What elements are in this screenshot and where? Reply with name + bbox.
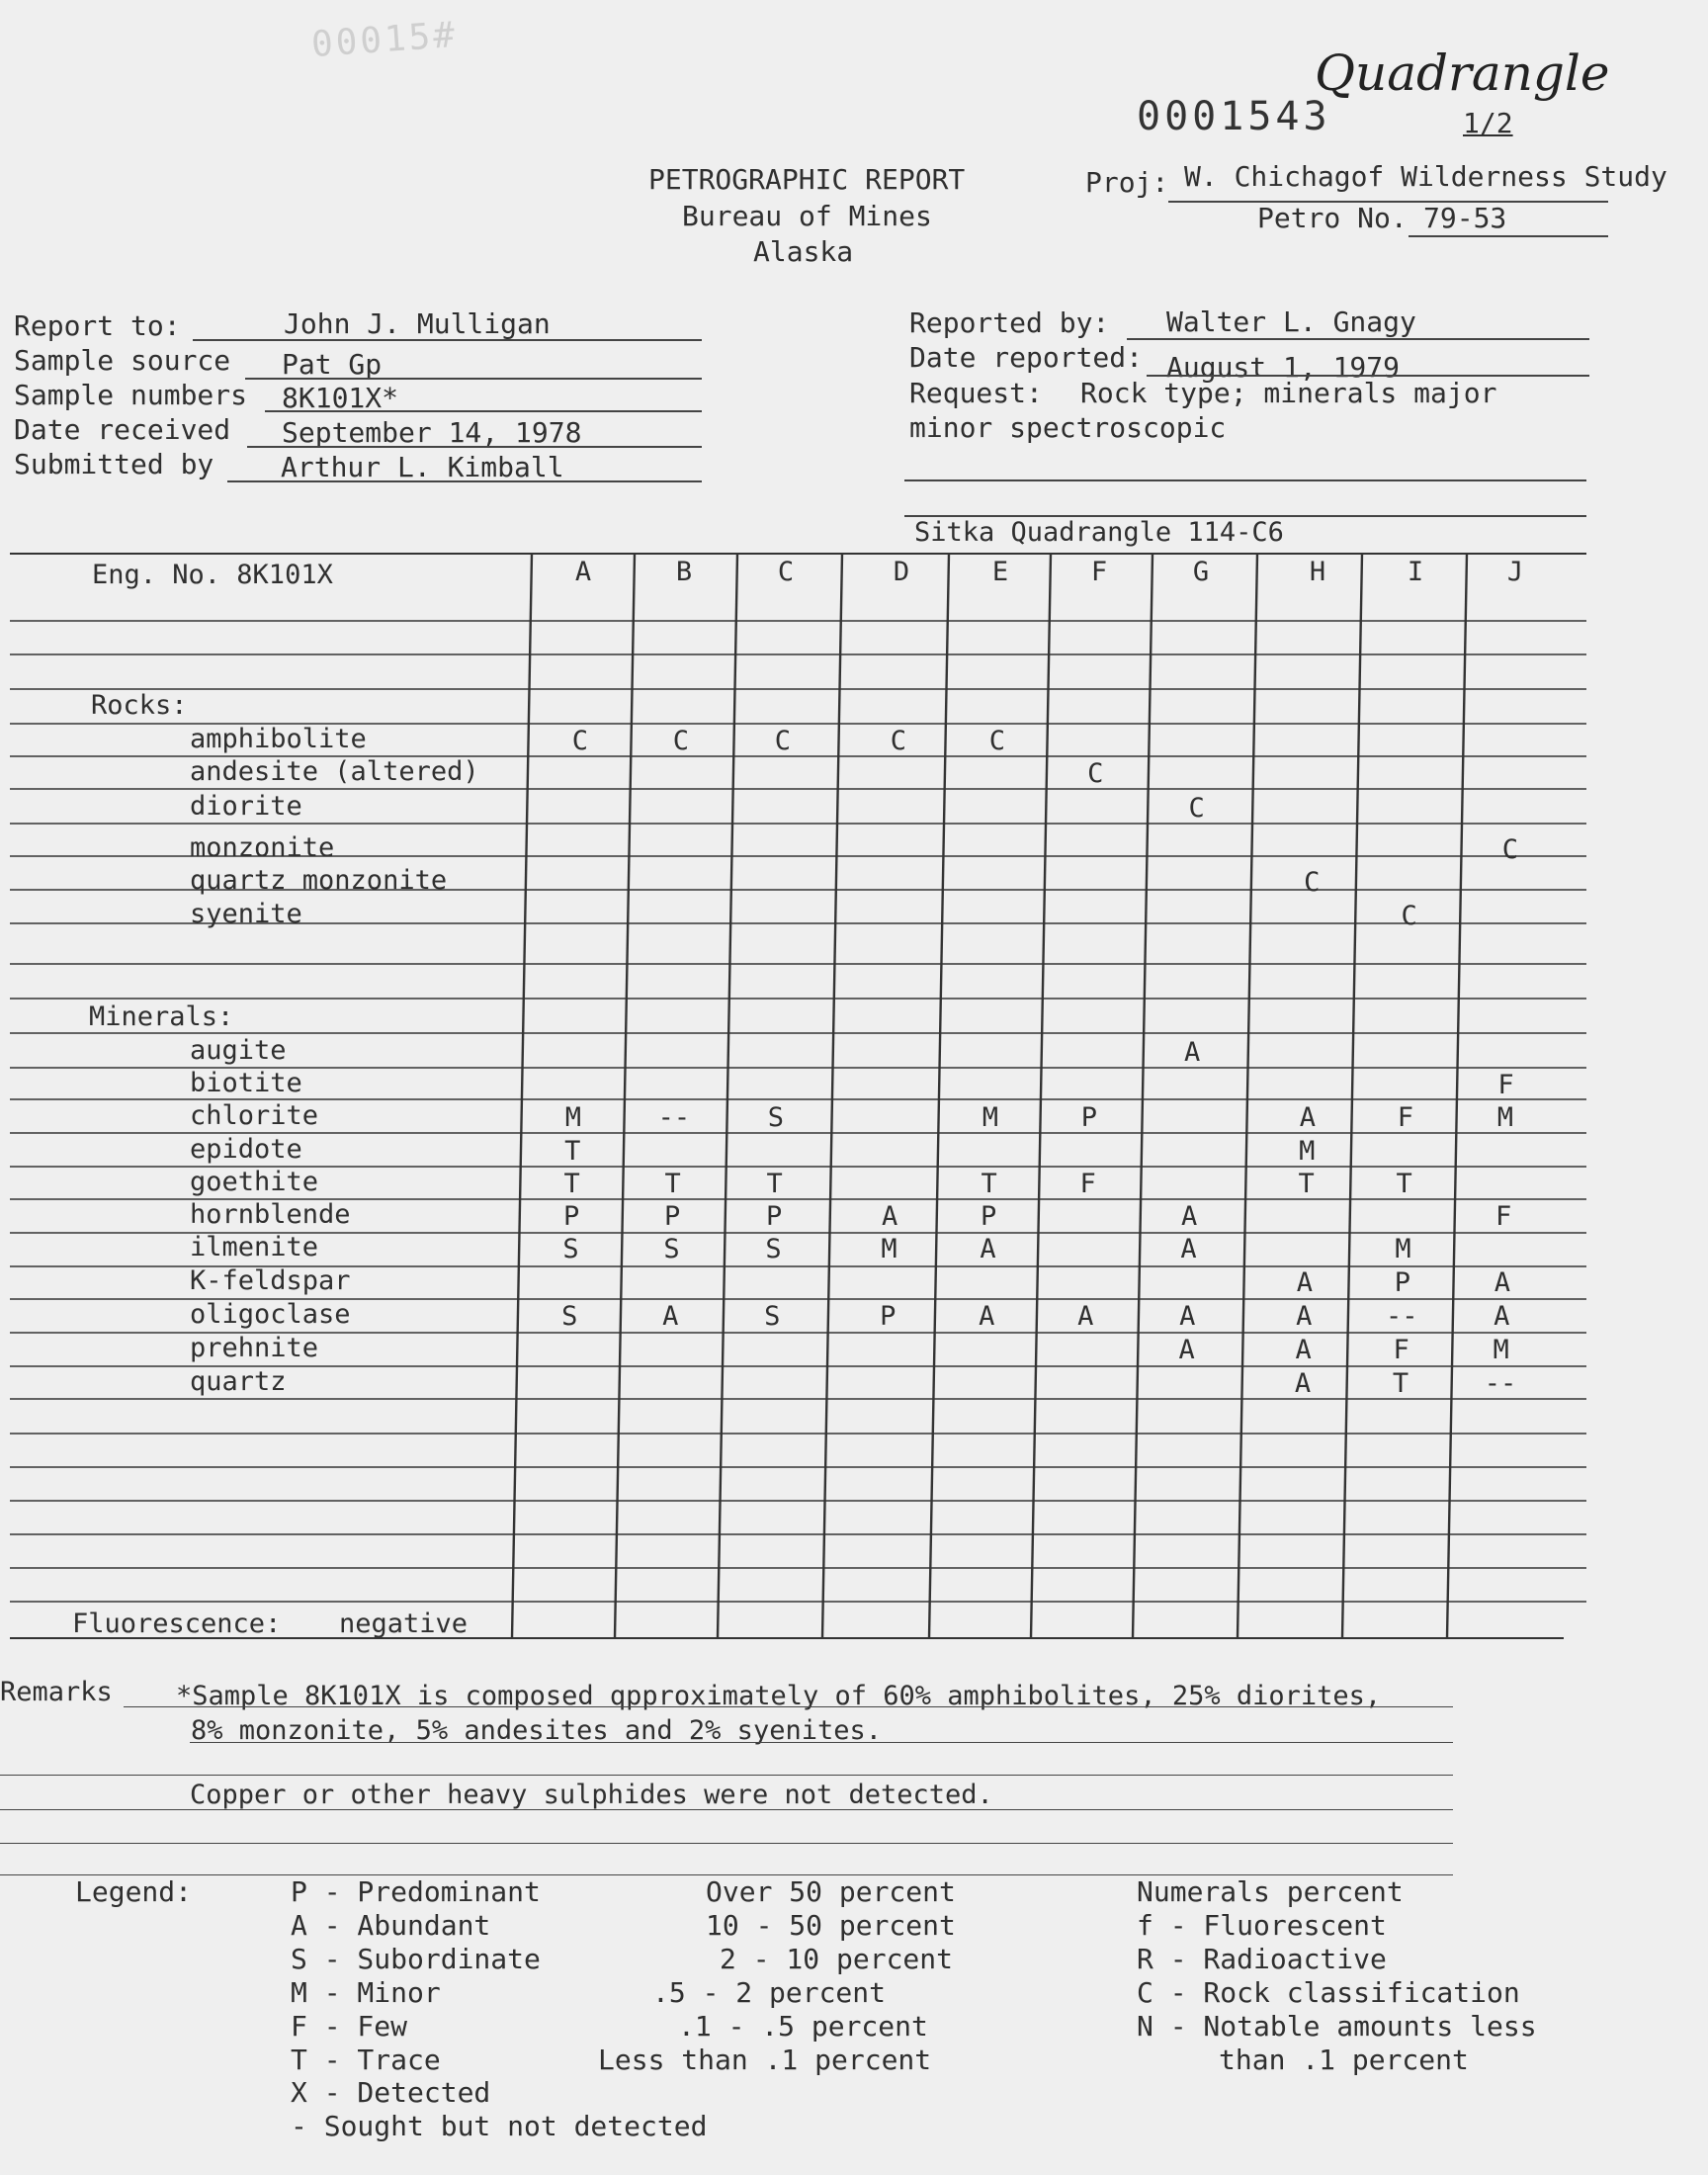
legend-code: - Sought but not detected: [291, 2110, 708, 2142]
reported-by-label: Reported by:: [909, 306, 1110, 339]
mineral-row-name: biotite: [190, 1068, 302, 1098]
mineral-row-name: K-feldspar: [190, 1265, 351, 1296]
mineral-row-value-e: A: [980, 1234, 996, 1264]
mineral-row-value-f: P: [1080, 1102, 1098, 1133]
submitted-by-value: Arthur L. Kimball: [281, 451, 564, 483]
rock-row-name: amphibolite: [190, 724, 367, 754]
mineral-row-value-c: S: [767, 1102, 785, 1133]
mineral-row-value-h: T: [1298, 1169, 1315, 1199]
rock-row-value-j: C: [1501, 834, 1518, 865]
legend-extra: C - Rock classification: [1137, 1976, 1520, 2009]
mineral-row-value-h: M: [1299, 1136, 1316, 1167]
minerals-heading: Minerals:: [89, 1001, 234, 1032]
sample-numbers-value: 8K101X*: [282, 382, 399, 414]
mineral-row-value-g: A: [1183, 1037, 1201, 1068]
legend-range: 10 - 50 percent: [706, 1909, 956, 1942]
mineral-row-name: augite: [190, 1035, 287, 1066]
mineral-row-value-c: T: [766, 1169, 783, 1199]
mineral-row-value-b: A: [662, 1301, 679, 1332]
mineral-row-value-j: M: [1493, 1335, 1509, 1365]
quadrangle-label: Sitka Quadrangle 114-C6: [914, 517, 1284, 548]
mineral-row-value-h: A: [1294, 1368, 1312, 1399]
rock-row-value-b: C: [672, 726, 689, 756]
report-region: Alaska: [753, 235, 854, 268]
mineral-row-value-j: A: [1494, 1267, 1510, 1298]
remarks-line-2: 8% monzonite, 5% andesites and 2% syenites.: [191, 1715, 882, 1746]
mineral-row-value-b: --: [657, 1102, 691, 1133]
ghost-stamp: 00015#: [309, 14, 460, 66]
column-header-b: B: [675, 557, 693, 587]
mineral-row-value-i: P: [1394, 1267, 1410, 1298]
legend-range: Less than .1 percent: [598, 2044, 932, 2076]
fluorescence-value: negative: [339, 1609, 469, 1639]
submitted-by-label: Submitted by: [14, 448, 214, 480]
column-divider: [1031, 554, 1051, 1638]
mineral-row-name: hornblende: [190, 1199, 351, 1230]
mineral-row-value-i: --: [1385, 1301, 1418, 1332]
mineral-row-value-b: P: [663, 1201, 681, 1232]
legend-range: .1 - .5 percent: [678, 2010, 928, 2043]
mineral-row-value-e: P: [980, 1201, 997, 1232]
report-title: PETROGRAPHIC REPORT: [648, 163, 966, 196]
mineral-row-value-c: P: [765, 1201, 783, 1232]
legend-extra: R - Radioactive: [1137, 1943, 1387, 1975]
mineral-row-value-g: A: [1179, 1301, 1196, 1332]
column-header-h: H: [1309, 557, 1326, 587]
mineral-row-value-e: M: [982, 1102, 999, 1133]
mineral-row-value-d: M: [881, 1234, 897, 1264]
mineral-row-value-c: S: [764, 1301, 781, 1332]
mineral-row-value-e: T: [981, 1169, 997, 1199]
mineral-row-value-b: T: [664, 1169, 681, 1199]
legend-code: P - Predominant: [291, 1875, 541, 1908]
proj-label: Proj:: [1085, 166, 1169, 199]
mineral-row-name: prehnite: [190, 1333, 319, 1363]
mineral-row-value-g: A: [1180, 1234, 1197, 1264]
mineral-row-name: quartz: [190, 1366, 287, 1397]
page-indicator: 1/2: [1463, 107, 1513, 139]
column-divider: [512, 554, 532, 1638]
mineral-row-value-a: P: [562, 1201, 580, 1232]
remarks-line-3: Copper or other heavy sulphides were not detected.: [190, 1780, 993, 1810]
mineral-row-value-a: T: [563, 1169, 580, 1199]
legend-code: M - Minor: [291, 1976, 441, 2009]
legend-extra: than .1 percent: [1219, 2044, 1469, 2076]
legend-extra: Numerals percent: [1137, 1875, 1404, 1908]
mineral-row-value-d: P: [880, 1301, 897, 1332]
column-divider: [1342, 554, 1362, 1638]
rock-row-name: monzonite: [190, 832, 335, 863]
column-divider: [1133, 554, 1153, 1638]
mineral-row-value-f: A: [1077, 1301, 1094, 1332]
report-to-value: John J. Mulligan: [284, 307, 551, 340]
mineral-row-value-j: A: [1494, 1301, 1510, 1332]
legend-range: .5 - 2 percent: [652, 1976, 887, 2009]
legend-range: 2 - 10 percent: [720, 1943, 954, 1975]
eng-number: Eng. No. 8K101X: [92, 560, 333, 590]
rock-row-value-g: C: [1188, 793, 1205, 824]
column-header-i: I: [1407, 557, 1424, 587]
fluorescence-label: Fluorescence:: [72, 1609, 282, 1639]
legend-extra: f - Fluorescent: [1137, 1909, 1387, 1942]
mineral-row-value-h: A: [1296, 1301, 1313, 1332]
report-to-label: Report to:: [14, 309, 181, 342]
rock-row-value-e: C: [988, 726, 1005, 756]
document-number: 0001543: [1137, 94, 1331, 139]
rock-row-name: syenite: [190, 899, 302, 929]
mineral-row-value-g: A: [1178, 1335, 1195, 1365]
remarks-rule: [0, 1843, 1453, 1844]
date-received-label: Date received: [14, 413, 231, 446]
proj-value: W. Chichagof Wilderness Study: [1184, 160, 1667, 193]
sample-source-value: Pat Gp: [282, 348, 383, 381]
mineral-row-value-i: T: [1392, 1368, 1409, 1399]
request-value-line1: Rock type; minerals major: [1080, 377, 1497, 409]
column-divider: [929, 554, 949, 1638]
remarks-rule: [0, 1809, 1453, 1810]
mineral-row-value-c: S: [765, 1234, 782, 1264]
mineral-row-name: chlorite: [190, 1100, 319, 1131]
column-divider: [1447, 554, 1467, 1638]
rock-row-value-d: C: [890, 726, 906, 756]
mineral-row-value-a: S: [561, 1301, 578, 1332]
mineral-row-value-j: F: [1497, 1070, 1514, 1100]
legend-code: X - Detected: [291, 2076, 491, 2109]
handwritten-note: Quadrangle: [1315, 44, 1610, 102]
reported-by-value: Walter L. Gnagy: [1166, 305, 1416, 338]
mineral-row-value-h: A: [1299, 1102, 1317, 1133]
report-agency: Bureau of Mines: [682, 200, 932, 232]
date-received-value: September 14, 1978: [282, 416, 582, 449]
legend-code: T - Trace: [291, 2044, 441, 2076]
mineral-row-value-i: T: [1396, 1169, 1412, 1199]
remarks-rule: [124, 1706, 1453, 1707]
mineral-row-name: goethite: [190, 1167, 319, 1197]
remarks-rule: [190, 1742, 1453, 1743]
mineral-row-value-b: S: [663, 1234, 680, 1264]
rock-row-value-h: C: [1304, 867, 1321, 898]
rock-row-value-i: C: [1401, 901, 1417, 931]
date-reported-label: Date reported:: [909, 341, 1144, 374]
petro-value: 79-53: [1423, 202, 1507, 234]
legend-range: Over 50 percent: [706, 1875, 956, 1908]
rock-row-value-f: C: [1087, 758, 1104, 789]
column-header-j: J: [1506, 557, 1524, 587]
legend-label: Legend:: [75, 1875, 193, 1908]
legend-code: S - Subordinate: [291, 1943, 541, 1975]
remarks-rule: [0, 1775, 1453, 1776]
legend-code: A - Abundant: [291, 1909, 491, 1942]
column-header-a: A: [574, 557, 592, 587]
legend-extra: N - Notable amounts less: [1137, 2010, 1537, 2043]
column-divider: [822, 554, 842, 1638]
mineral-row-value-i: F: [1397, 1102, 1414, 1133]
request-label: Request:: [909, 377, 1043, 409]
mineral-row-value-i: F: [1393, 1335, 1409, 1365]
rock-row-name: quartz monzonite: [190, 865, 448, 896]
remarks-label: Remarks: [0, 1677, 113, 1707]
mineral-row-name: oligoclase: [190, 1299, 351, 1330]
mineral-row-value-j: M: [1496, 1102, 1514, 1133]
column-header-g: G: [1192, 557, 1210, 587]
mineral-row-value-a: M: [564, 1102, 582, 1133]
mineral-row-value-d: A: [881, 1201, 898, 1232]
rock-row-name: andesite (altered): [190, 756, 479, 787]
column-divider: [1238, 554, 1257, 1638]
mineral-row-value-e: A: [979, 1301, 995, 1332]
column-header-d: D: [893, 557, 910, 587]
mineral-row-value-i: M: [1395, 1234, 1411, 1264]
column-divider: [718, 554, 737, 1638]
sample-source-label: Sample source: [14, 344, 231, 377]
column-header-c: C: [777, 557, 795, 587]
mineral-row-name: epidote: [190, 1134, 302, 1165]
column-header-e: E: [991, 557, 1009, 587]
petro-label: Petro No.: [1257, 202, 1408, 234]
mineral-row-value-a: S: [562, 1234, 579, 1264]
remarks-line-1: *Sample 8K101X is composed qpproximately of 60% amphibolites, 25% diorites,: [176, 1681, 1382, 1711]
request-value-line2: minor spectroscopic: [909, 411, 1227, 444]
rock-row-value-a: C: [571, 726, 588, 756]
date-reported-value: August 1, 1979: [1166, 351, 1401, 384]
mineral-row-value-j: F: [1494, 1201, 1512, 1232]
column-divider: [615, 554, 635, 1638]
rocks-heading: Rocks:: [91, 690, 188, 721]
mineral-row-value-f: F: [1079, 1169, 1096, 1199]
rock-row-value-c: C: [774, 726, 791, 756]
mineral-row-value-j: --: [1484, 1368, 1517, 1399]
mineral-row-name: ilmenite: [190, 1232, 319, 1262]
legend-code: F - Few: [291, 2010, 408, 2043]
column-header-f: F: [1090, 557, 1108, 587]
rock-row-name: diorite: [190, 791, 302, 822]
mineral-row-value-g: A: [1180, 1201, 1198, 1232]
sample-numbers-label: Sample numbers: [14, 379, 248, 411]
mineral-row-value-h: A: [1296, 1267, 1313, 1298]
mineral-row-value-a: T: [564, 1136, 581, 1167]
mineral-row-value-h: A: [1295, 1335, 1312, 1365]
